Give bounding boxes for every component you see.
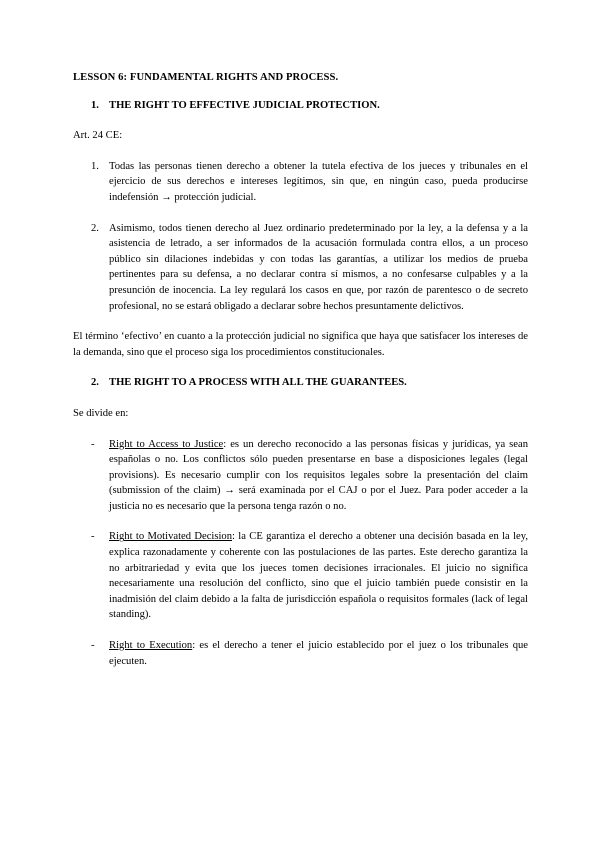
list-item-term: Right to Motivated Decision — [109, 531, 233, 543]
list-item-marker: - — [91, 438, 95, 450]
list-item-text — [109, 529, 528, 623]
list-item — [73, 638, 528, 669]
section-1-heading — [91, 98, 528, 114]
list-item — [73, 221, 528, 315]
section-1-number: 1. — [91, 99, 99, 111]
list-item-marker: - — [91, 640, 95, 652]
list-item-marker: 1. — [91, 160, 99, 172]
list-item-description: : es un derecho reconocido a las personas físicas y jurídicas, ya sean españolas o no. Los conflictos sólo pueden presentarse en base a disposiciones legales (legal provisions). Es necesario cumplir con los requisitos legales sobre la presentación del claim (submission of the claim) → será examinada por el CAJ o por el Juez. Para poder acceder a la justicia no es necesario que la persona tenga razón o no. — [109, 438, 529, 512]
list-item-text: Todas las personas tienen derecho a obtener la tutela efectiva de los jueces y tribunales en el ejercicio de sus derechos e intereses legítimos, sin que, en ningún caso, pueda producirse indefensión → protección judicial. — [109, 160, 528, 203]
section-2-number: 2. — [91, 377, 99, 389]
list-item — [73, 437, 528, 515]
list-item-text: Asimismo, todos tienen derecho al Juez ordinario predeterminado por la ley, a la defensa y a la asistencia de letrado, a ser informados de la acusación formulada contra ellos, a un proceso público sin dilaciones indebidas y con todas las garantías, a utilizar los medios de prueba pertinentes para su defensa, a no declarar contra sí mismos, a no confesarse culpables y a la presunción de inocencia. La ley regulará los casos en que, por razón de parentesco o de secreto profesional, no se estará obligado a declarar sobre hechos presuntamente delictivos. — [109, 222, 528, 312]
section-2-intro: Se divide en: — [73, 407, 129, 419]
list-item — [73, 529, 528, 623]
list-item-marker: - — [91, 531, 95, 543]
list-item-description: : la CE garantiza el derecho a obtener una decisión basada en la ley, explica razonadamente y coherente con las postulaciones de las partes. Este derecho garantiza la no arbitrariedad y evita que los jueces tomen decisiones irracionales. El juicio no significa necesariamente una resolución del conflicto, sino que el juicio también puede consistir en la inadmisión del claim debido a la falta de jurisdicción española o requisitos formales (lack of legal standing). — [109, 531, 528, 621]
lesson-title: LESSON 6: FUNDAMENTAL RIGHTS AND PROCESS. — [73, 72, 339, 83]
section-2-heading — [91, 375, 528, 391]
list-item-description: : es el derecho a tener el juicio establecido por el juez o los tribunales que ejecuten. — [109, 640, 528, 667]
list-item-text — [109, 638, 528, 669]
section-1-title: THE RIGHT TO EFFECTIVE JUDICIAL PROTECTION. — [109, 99, 380, 111]
effective-note-paragraph: El término ‘efectivo’ en cuanto a la protección judicial no significa que haya que satisfacer los intereses de la demanda, sino que el proceso siga los procedimientos constitucionales. — [73, 331, 528, 358]
article-24-list — [73, 159, 528, 314]
list-item-term: Right to Execution — [109, 640, 193, 652]
document-page — [73, 70, 528, 684]
list-item-text — [109, 437, 528, 515]
list-item — [73, 159, 528, 206]
list-item-marker: 2. — [91, 222, 99, 234]
guarantees-list — [73, 437, 528, 670]
article-reference: Art. 24 CE: — [73, 130, 123, 142]
list-item-term: Right to Access to Justice — [109, 438, 224, 450]
section-2-title: THE RIGHT TO A PROCESS WITH ALL THE GUARANTEES. — [109, 377, 407, 389]
